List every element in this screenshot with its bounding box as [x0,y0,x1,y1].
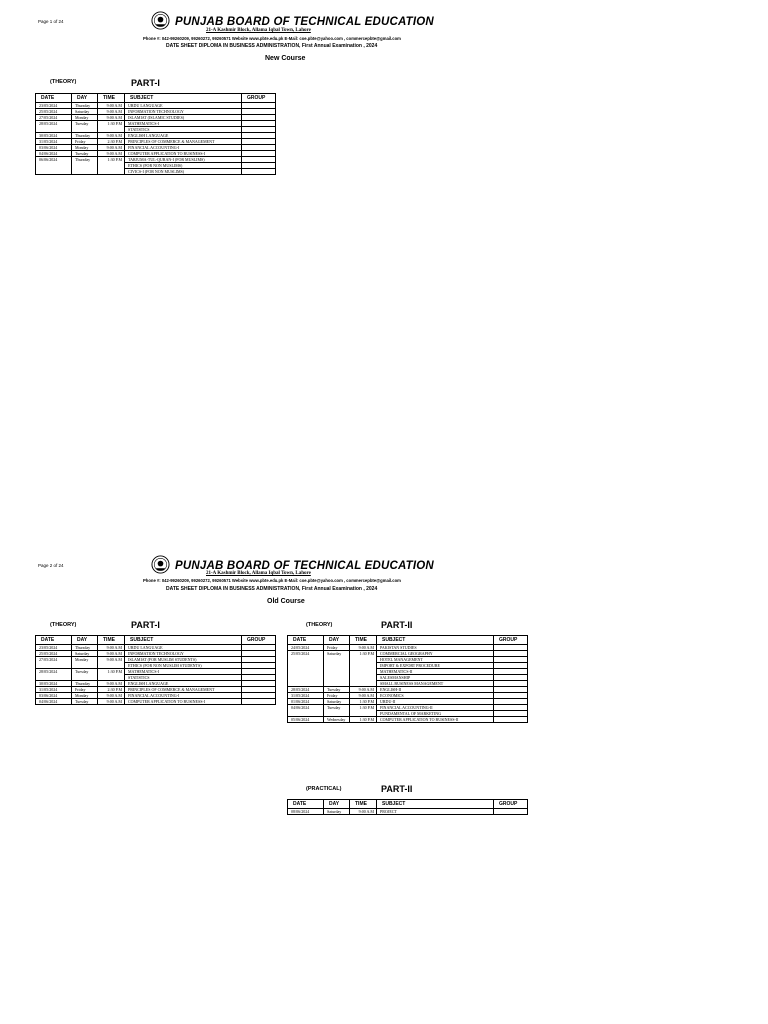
part-label: PART-I [131,620,160,630]
date-cell: 24/05/2024 [288,645,324,651]
subject-cell: TARJUMA-TUL-QURAN-I (FOR MUSLIMS) [125,157,242,163]
day-cell: Tuesday [324,687,350,693]
time-cell: 1:30 P.M [350,705,377,711]
column-subject-header: SUBJECT [125,636,242,645]
subject-cell: COMPUTER APPLICATION TO BUSINESS-I [125,151,242,157]
date-cell: 28/05/2024 [36,669,72,675]
column-date-header: DATE [288,636,324,645]
time-cell: 2:30 P.M [98,139,125,145]
date-cell: 27/05/2024 [36,657,72,663]
subject-cell: CIVICS-I (FOR NON MUSLIMS) [125,169,242,175]
day-cell: Thursday [72,157,98,163]
day-cell [72,169,98,175]
column-group-header: GROUP [242,94,276,103]
subject-cell: FINANCIAL ACCOUNTING-II [377,705,494,711]
group-cell [494,717,528,723]
pbte-logo-icon [151,555,170,574]
date-cell: 25/05/2024 [36,651,72,657]
subject-cell: ENGLISH LANGUAGE [125,681,242,687]
datesheet-table-new-part1 [35,93,276,175]
time-cell: 2:30 P.M [98,687,125,693]
group-cell [242,169,276,175]
subject-cell: HOTEL MANAGEMENT [377,657,494,663]
date-cell: 28/05/2024 [288,687,324,693]
time-cell: 1:30 P.M [98,669,125,675]
subject-cell: PRINCIPLES OF COMMERCE & MANAGEMENT [125,139,242,145]
table-row [36,699,276,705]
subject-cell: PAKISTAN STUDIES [377,645,494,651]
date-cell: 23/05/2024 [36,103,72,109]
column-time-header: TIME [350,636,377,645]
column-subject-header: SUBJECT [377,800,494,809]
org-address: 21-A Kashmir Block, Allama Iqbal Town, Lahore [206,28,311,33]
time-cell: 9:00 A.M [98,103,125,109]
column-date-header: DATE [288,800,324,809]
subject-cell: SALESMANSHIP [377,675,494,681]
table-row [288,809,528,815]
subject-cell: INFORMATION TECHNOLOGY [125,651,242,657]
pbte-logo-icon [151,11,170,30]
day-cell: Saturday [72,109,98,115]
date-cell: 30/05/2024 [36,681,72,687]
datesheet-title: DATE SHEET DIPLOMA IN BUSINESS ADMINISTRATION, First Annual Examination , 2024 [166,586,378,592]
course-label: New Course [265,55,306,62]
column-time-header: TIME [98,636,125,645]
subject-cell: SMALL BUSINESS MANAGEMENT [377,681,494,687]
subject-cell: FUNDAMENTAL OF MARKETING [377,711,494,717]
day-cell: Tuesday [324,705,350,711]
section-type-label: (THEORY) [50,622,77,628]
day-cell: Monday [72,657,98,663]
column-group-header: GROUP [494,636,528,645]
table-row [288,717,528,723]
datesheet-table-old-part2-practical [287,799,528,815]
day-cell: Monday [72,693,98,699]
datesheet-table-old-part2-theory [287,635,528,723]
subject-cell: MATHEMATICS-I [125,669,242,675]
column-day-header: DAY [324,800,350,809]
subject-cell: MATHEMATICS-I [125,121,242,127]
date-cell: 04/06/2024 [36,699,72,705]
day-cell: Monday [72,115,98,121]
date-cell: 25/05/2024 [288,651,324,657]
day-cell: Thursday [72,133,98,139]
time-cell: 9:00 A.M [98,151,125,157]
day-cell: Tuesday [72,151,98,157]
subject-cell: URDU-II [377,699,494,705]
time-cell: 9:00 A.M [350,809,377,815]
column-group-header: GROUP [494,800,528,809]
day-cell: Friday [72,139,98,145]
date-cell: 01/06/2024 [288,699,324,705]
day-cell: Monday [72,145,98,151]
table-row [36,169,276,175]
column-day-header: DAY [72,94,98,103]
day-cell: Saturday [324,651,350,657]
page-number: Page 2 of 24 [38,563,64,568]
day-cell: Thursday [72,103,98,109]
column-time-header: TIME [350,800,377,809]
time-cell: 9:00 A.M [98,109,125,115]
subject-cell: INFORMATION TECHNOLOGY [125,109,242,115]
date-cell: 04/06/2024 [288,705,324,711]
time-cell: 1:30 P.M [350,699,377,705]
day-cell: Thursday [72,645,98,651]
subject-cell: ETHICS (FOR NON MUSLIMS) [125,163,242,169]
subject-cell: ENGLISH-II [377,687,494,693]
date-cell: 25/05/2024 [36,109,72,115]
column-subject-header: SUBJECT [125,94,242,103]
column-day-header: DAY [324,636,350,645]
org-address: 21-A Kashmir Block, Allama Iqbal Town, Lahore [206,571,311,576]
day-cell: Wednesday [324,717,350,723]
subject-cell: ISLAMIAT (ISLAMIC STUDIES) [125,115,242,121]
column-day-header: DAY [72,636,98,645]
time-cell: 1:30 P.M [98,121,125,127]
date-cell: 03/06/2024 [36,145,72,151]
date-cell: 28/05/2024 [36,121,72,127]
time-cell [98,169,125,175]
subject-cell: ISLAMIAT (FOR MUSLIM STUDENTS) [125,657,242,663]
time-cell: 9:00 A.M [98,645,125,651]
subject-cell: MATHEMATICS-II [377,669,494,675]
date-cell: 30/05/2024 [36,133,72,139]
day-cell: Saturday [324,809,350,815]
date-cell: 31/05/2024 [288,693,324,699]
subject-cell: ENGLISH LANGUAGE [125,133,242,139]
date-cell: 05/06/2024 [288,717,324,723]
date-cell: 27/05/2024 [36,115,72,121]
day-cell: Saturday [72,651,98,657]
time-cell: 9:00 A.M [98,693,125,699]
datesheet-title: DATE SHEET DIPLOMA IN BUSINESS ADMINISTRATION, First Annual Examination , 2024 [166,43,378,49]
day-cell: Thursday [72,681,98,687]
subject-cell: COMPUTER APPLICATION TO BUSINESS-II [377,717,494,723]
column-group-header: GROUP [242,636,276,645]
time-cell: 9:00 A.M [98,115,125,121]
time-cell: 1:30 P.M [350,717,377,723]
contact-line: Phone #: 042-99260209, 99260272, 99260571 Website www.pbte.edu.pk E-Mail: coe.pbte@yahoo.com , commercepbte@gmail.com [143,36,401,41]
org-name: PUNJAB BOARD OF TECHNICAL EDUCATION [175,560,434,572]
part-label: PART-I [131,78,160,88]
group-cell [494,809,528,815]
subject-cell: URDU LANGUAGE [125,645,242,651]
time-cell: 9:00 A.M [350,645,377,651]
subject-cell: STATISTICS [125,127,242,133]
time-cell: 9:00 A.M [98,145,125,151]
section-type-label: (THEORY) [50,79,77,85]
subject-cell: ECONOMICS [377,693,494,699]
day-cell: Friday [324,645,350,651]
subject-cell: URDU LANGUAGE [125,103,242,109]
time-cell: 9:00 A.M [98,657,125,663]
page-number: Page 1 of 24 [38,19,64,24]
subject-cell: PRINCIPLES OF COMMERCE & MANAGEMENT [125,687,242,693]
time-cell: 9:00 A.M [98,681,125,687]
time-cell: 9:00 A.M [98,651,125,657]
day-cell: Tuesday [72,121,98,127]
day-cell: Friday [324,693,350,699]
subject-cell: FINANCIAL ACCOUNTING-I [125,693,242,699]
column-time-header: TIME [98,94,125,103]
time-cell: 9:00 A.M [98,699,125,705]
section-type-label: (PRACTICAL) [306,786,342,792]
column-date-header: DATE [36,636,72,645]
datesheet-table-old-part1 [35,635,276,705]
date-cell: 08/06/2024 [288,809,324,815]
day-cell: Friday [72,687,98,693]
part-label: PART-II [381,620,413,630]
column-date-header: DATE [36,94,72,103]
day-cell: Tuesday [72,699,98,705]
part-label: PART-II [381,784,413,794]
subject-cell: COMPUTER APPLICATION TO BUSINESS-I [125,699,242,705]
date-cell: 23/05/2024 [36,645,72,651]
time-cell: 1:30 P.M [350,651,377,657]
date-cell: 04/06/2024 [36,151,72,157]
day-cell: Tuesday [72,669,98,675]
course-label: Old Course [267,598,305,605]
subject-cell: COMMERCIAL GEOGRAPHY [377,651,494,657]
date-cell [36,169,72,175]
date-cell: 06/06/2024 [36,157,72,163]
time-cell: 1:30 P.M [98,157,125,163]
subject-cell: PROJECT [377,809,494,815]
date-cell: 31/05/2024 [36,687,72,693]
time-cell: 9:00 A.M [350,693,377,699]
contact-line: Phone #: 042-99260209, 99260272, 99260571 Website www.pbte.edu.pk E-Mail: coe.pbte@yahoo.com , commercepbte@gmail.com [143,578,401,583]
column-subject-header: SUBJECT [377,636,494,645]
section-type-label: (THEORY) [306,622,333,628]
date-cell: 03/06/2024 [36,693,72,699]
day-cell: Saturday [324,699,350,705]
subject-cell: STATISTICS [125,675,242,681]
time-cell: 9:00 A.M [350,687,377,693]
time-cell: 9:00 A.M [98,133,125,139]
date-cell: 31/05/2024 [36,139,72,145]
subject-cell: ETHICS (FOR NON MUSLIM STUDENTS) [125,663,242,669]
subject-cell: FINANCIAL ACCOUNTING-I [125,145,242,151]
subject-cell: IMPORT & EXPORT PROCEDURE [377,663,494,669]
org-name: PUNJAB BOARD OF TECHNICAL EDUCATION [175,16,434,28]
group-cell [242,699,276,705]
